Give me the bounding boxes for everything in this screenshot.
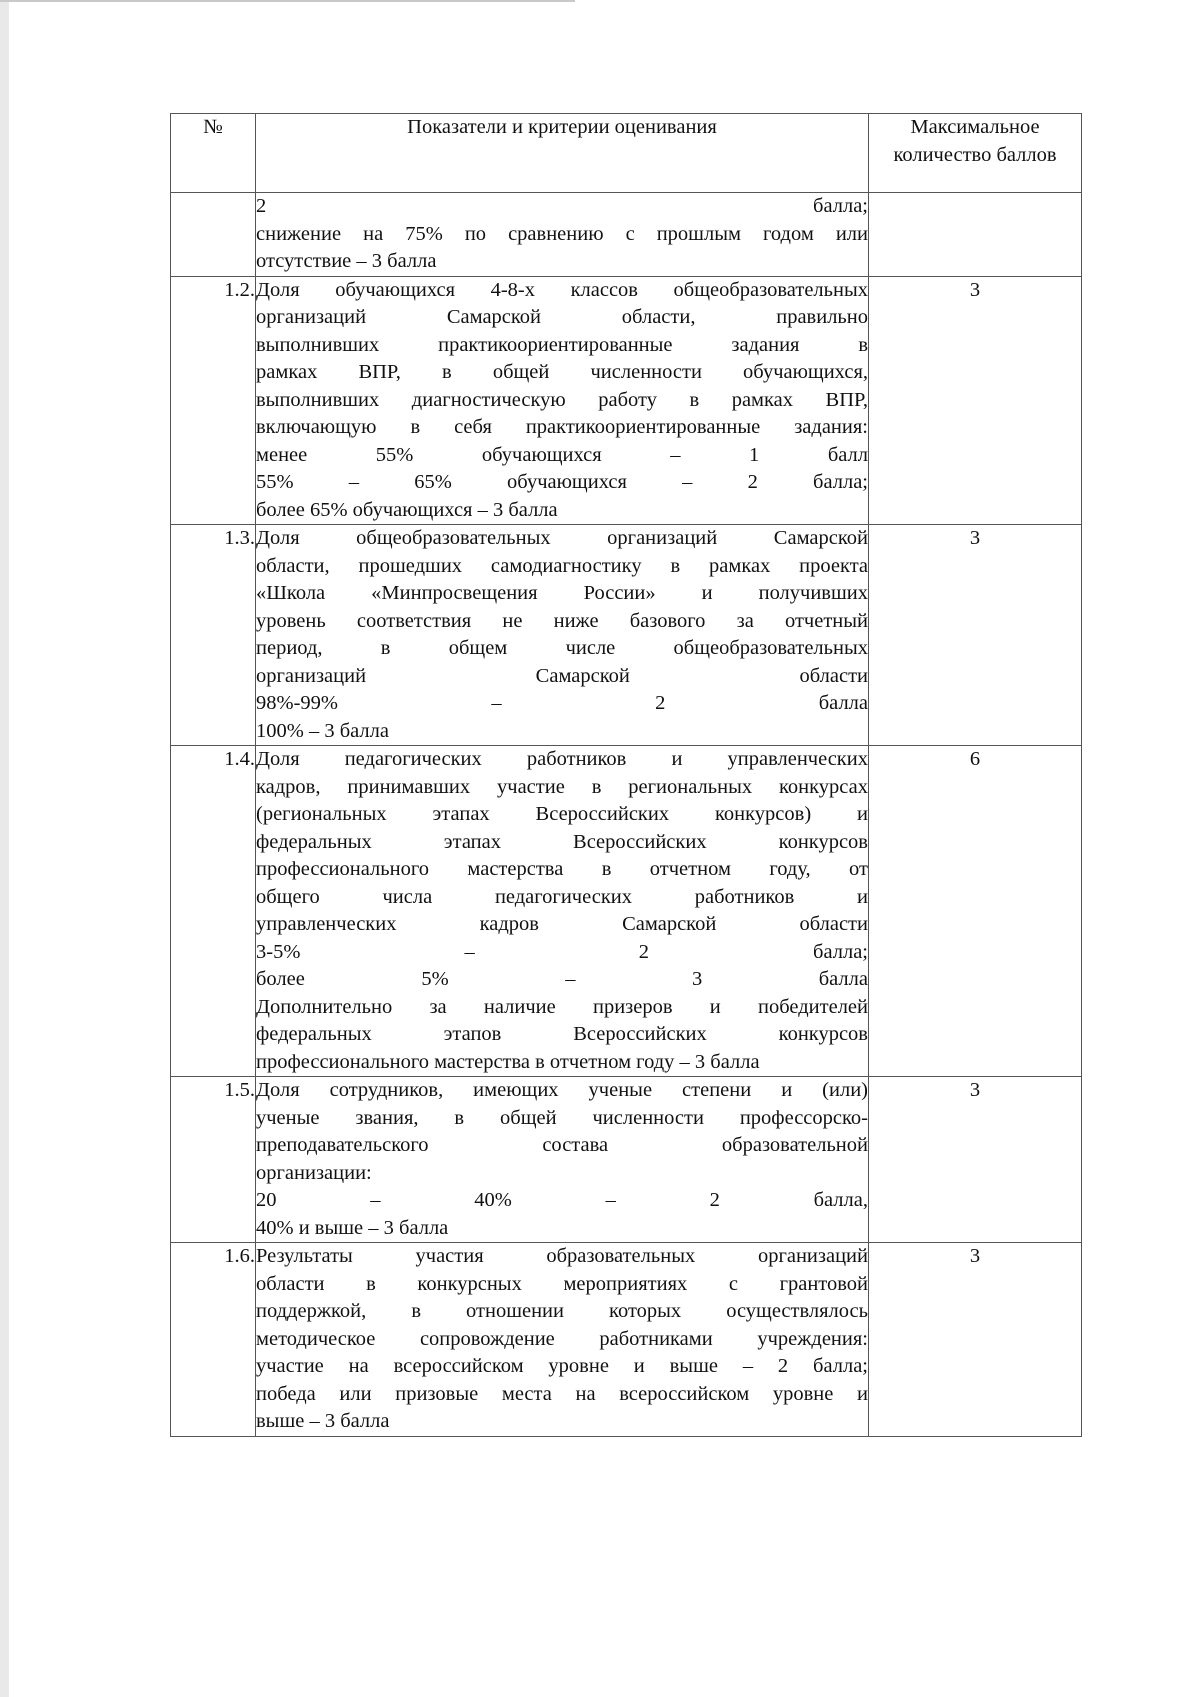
criteria-line: Доля педагогических работников и управленческих [256, 748, 868, 770]
table-row [171, 1077, 1082, 1243]
table-row [171, 193, 1082, 277]
criteria-line: период, в общем числе общеобразовательных [256, 637, 868, 659]
criteria-line: Результаты участия образовательных организаций [256, 1245, 868, 1267]
scan-edge-top [0, 0, 575, 2]
table-header [171, 114, 1082, 193]
criteria-line: выполнивших практикоориентированные задания в [256, 333, 868, 356]
criteria-line: методическое сопровождение работниками учреждения: [256, 1327, 868, 1350]
table-row [171, 276, 1082, 525]
criteria-line: кадров, принимавших участие в региональных конкурсах [256, 775, 868, 798]
criteria-line: общего числа педагогических работников и [256, 885, 868, 908]
criteria-table [170, 113, 1082, 1437]
table-row [171, 746, 1082, 1077]
header-max-points-line2: количество баллов [893, 143, 1057, 166]
criteria-line: 20 – 40% – 2 балла, [256, 1189, 868, 1211]
criteria-line: (региональных этапах Всероссийских конкурсов) и [256, 803, 868, 825]
criteria-line: 2 балла; [256, 195, 868, 217]
row-criteria [256, 276, 869, 525]
row-number: 1.6. [171, 1243, 256, 1437]
table-body [171, 193, 1082, 1437]
criteria-line: профессионального мастерства в отчетном году, от [256, 858, 868, 880]
criteria-line: ученые звания, в общей численности профессорско- [256, 1106, 868, 1129]
criteria-line: отсутствие – 3 балла [256, 250, 437, 272]
row-criteria [256, 1077, 869, 1243]
criteria-line: 40% и выше – 3 балла [256, 1216, 449, 1239]
criteria-line: 100% – 3 балла [256, 719, 389, 742]
criteria-line: федеральных этапов Всероссийских конкурсов [256, 1023, 868, 1045]
row-max-points: 3 [869, 276, 1082, 525]
row-max-points: 3 [869, 525, 1082, 746]
criteria-line: области в конкурсных мероприятиях с грантовой [256, 1272, 868, 1295]
criteria-line: организации: [256, 1161, 372, 1184]
row-criteria [256, 193, 869, 277]
header-max-points [869, 114, 1082, 193]
criteria-line: победа или призовые места на всероссийском уровне и [256, 1382, 868, 1405]
criteria-line: более 65% обучающихся – 3 балла [256, 498, 558, 521]
criteria-line: включающую в себя практикоориентированные задания: [256, 416, 868, 438]
header-max-points-line1: Максимальное [910, 116, 1040, 138]
criteria-line: выполнивших диагностическую работу в рамках ВПР, [256, 388, 868, 411]
criteria-line: снижение на 75% по сравнению с прошлым годом или [256, 222, 868, 245]
criteria-line: поддержкой, в отношении которых осуществлялось [256, 1300, 868, 1322]
criteria-line: Доля сотрудников, имеющих ученые степени и (или) [256, 1079, 868, 1101]
row-max-points: 3 [869, 1077, 1082, 1243]
row-number: 1.4. [171, 746, 256, 1077]
criteria-line: Доля обучающихся 4-8-х классов общеобразовательных [256, 278, 868, 301]
criteria-line: организаций Самарской области, правильно [256, 306, 868, 328]
criteria-line: менее 55% обучающихся – 1 балл [256, 443, 868, 466]
row-number: 1.5. [171, 1077, 256, 1243]
row-max-points: 6 [869, 746, 1082, 1077]
row-number: 1.2. [171, 276, 256, 525]
header-number: № [171, 114, 256, 193]
criteria-line: организаций Самарской области [256, 664, 868, 687]
criteria-line: выше – 3 балла [256, 1410, 390, 1432]
header-criteria: Показатели и критерии оценивания [256, 114, 869, 193]
row-criteria [256, 1243, 869, 1437]
row-max-points [869, 193, 1082, 277]
row-max-points: 3 [869, 1243, 1082, 1437]
row-criteria [256, 746, 869, 1077]
header-row [171, 114, 1082, 193]
criteria-line: рамках ВПР, в общей численности обучающихся, [256, 361, 868, 383]
criteria-line: управленческих кадров Самарской области [256, 913, 868, 935]
criteria-line: «Школа «Минпросвещения России» и получивших [256, 582, 868, 604]
criteria-line: профессионального мастерства в отчетном году – 3 балла [256, 1050, 760, 1073]
table-row [171, 1243, 1082, 1437]
row-number: 1.3. [171, 525, 256, 746]
criteria-line: 3-5% – 2 балла; [256, 940, 868, 963]
criteria-line: Доля общеобразовательных организаций Самарской [256, 527, 868, 549]
row-criteria [256, 525, 869, 746]
criteria-line: преподавательского состава образовательной [256, 1134, 868, 1156]
criteria-line: уровень соответствия не ниже базового за отчетный [256, 609, 868, 632]
scan-edge-left [0, 0, 9, 1697]
row-number [171, 193, 256, 277]
criteria-line: федеральных этапах Всероссийских конкурсов [256, 830, 868, 853]
criteria-line: Дополнительно за наличие призеров и победителей [256, 995, 868, 1018]
criteria-line: 55% – 65% обучающихся – 2 балла; [256, 471, 868, 493]
criteria-line: области, прошедших самодиагностику в рамках проекта [256, 554, 868, 577]
criteria-line: 98%-99% – 2 балла [256, 692, 868, 714]
criteria-line: участие на всероссийском уровне и выше – 2 балла; [256, 1355, 868, 1377]
table-row [171, 525, 1082, 746]
criteria-line: более 5% – 3 балла [256, 968, 868, 990]
